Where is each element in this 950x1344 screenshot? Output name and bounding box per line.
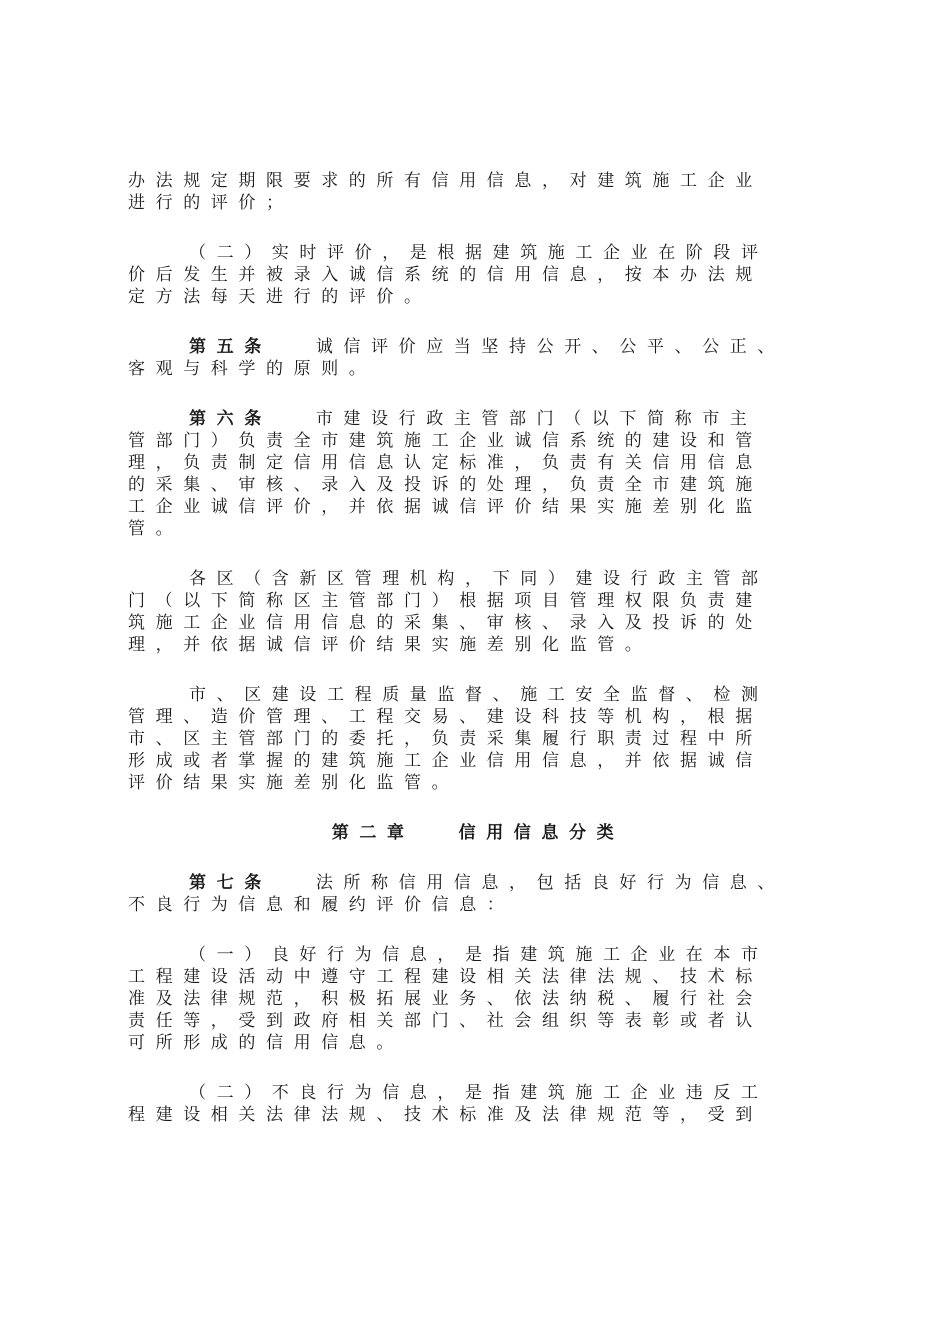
text-line: （二）不良行为信息，是指建筑施工企业违反工	[189, 1083, 769, 1103]
text-line: 程建设相关法律法规、技术标准及法律规范等，受到	[128, 1105, 763, 1125]
paragraph	[128, 684, 828, 794]
paragraph	[128, 1082, 828, 1126]
text-line: （一）良好行为信息，是指建筑施工企业在本市	[189, 945, 769, 965]
article-number: 第五条	[189, 337, 272, 357]
text-line: 市、区建设工程质量监督、施工安全监督、检测	[189, 685, 769, 705]
text-line	[128, 872, 828, 894]
article-number: 第六条	[189, 409, 272, 429]
text-line: 各区（含新区管理机构，下同）建设行政主管部	[189, 569, 769, 589]
text-line: 筑施工企业信用信息的采集、审核、录入及投诉的处	[128, 613, 763, 633]
text-span: 法所称信用信息，包括良好行为信息、	[315, 873, 786, 893]
article-number: 第七条	[189, 873, 272, 893]
text-line	[128, 408, 828, 430]
chapter-number: 第二章	[331, 823, 415, 843]
text-line: 管理、造价管理、工程交易、建设科技等机构，根据	[128, 707, 763, 727]
chapter-heading	[128, 822, 828, 844]
text-line: 价后发生并被录入诚信系统的信用信息，按本办法规	[128, 265, 763, 285]
text-line: 客观与科学的原则。	[128, 359, 377, 379]
text-line: 评价结果实施差别化监管。	[128, 773, 460, 793]
article-paragraph	[128, 872, 828, 916]
text-line: 管。	[128, 519, 184, 539]
text-span: 诚信评价应当坚持公开、公平、公正、	[315, 337, 786, 357]
document-body	[128, 170, 828, 1126]
paragraph	[128, 568, 828, 656]
text-line: （二）实时评价，是根据建筑施工企业在阶段评	[189, 243, 769, 263]
paragraph	[128, 170, 828, 214]
text-line: 责任等，受到政府相关部门、社会组织等表彰或者认	[128, 1011, 763, 1031]
text-line: 可所形成的信用信息。	[128, 1033, 404, 1053]
text-line: 市、区主管部门的委托，负责采集履行职责过程中所	[128, 729, 763, 749]
text-line: 形成或者掌握的建筑施工企业信用信息，并依据诚信	[128, 751, 763, 771]
text-line: 的采集、审核、录入及投诉的处理，负责全市建筑施	[128, 475, 763, 495]
text-line: 门（以下简称区主管部门）根据项目管理权限负责建	[128, 591, 763, 611]
chapter-title: 信用信息分类	[458, 823, 625, 843]
text-line: 工企业诚信评价，并依据诚信评价结果实施差别化监	[128, 497, 763, 517]
text-span: 市建设行政主管部门（以下简称市主	[315, 409, 758, 429]
paragraph	[128, 944, 828, 1054]
text-line	[128, 336, 828, 358]
text-line: 进行的评价；	[128, 193, 294, 213]
paragraph	[128, 242, 828, 308]
article-paragraph	[128, 336, 828, 380]
text-line: 管部门）负责全市建筑施工企业诚信系统的建设和管	[128, 431, 763, 451]
text-line: 准及法律规范，积极拓展业务、依法纳税、履行社会	[128, 989, 763, 1009]
text-line: 办法规定期限要求的所有信用信息，对建筑施工企业	[128, 171, 763, 191]
article-paragraph	[128, 408, 828, 540]
text-line: 不良行为信息和履约评价信息：	[128, 895, 515, 915]
text-line: 定方法每天进行的评价。	[128, 287, 432, 307]
text-line: 工程建设活动中遵守工程建设相关法律法规、技术标	[128, 967, 763, 987]
text-line: 理，并依据诚信评价结果实施差别化监管。	[128, 635, 653, 655]
text-line: 理，负责制定信用信息认定标准，负责有关信用信息	[128, 453, 763, 473]
